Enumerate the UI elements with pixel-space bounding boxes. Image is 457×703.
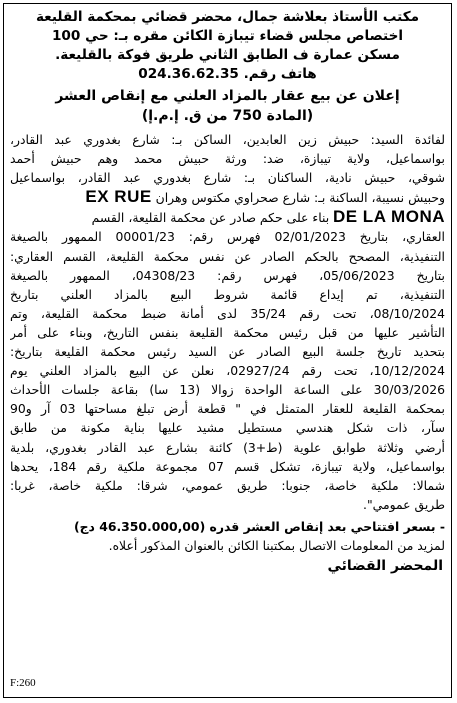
body-line-text: بناء على حكم صادر عن محكمة القليعة، القسم	[91, 210, 330, 226]
notice-body	[4, 126, 451, 576]
body-line	[10, 187, 445, 207]
body-line: بواسماعيل، ولاية تيبازة، ضد: ورثة حبيش محمد وهم حبيش أحمد	[10, 151, 445, 167]
signature: المحضر القضائي	[327, 558, 443, 575]
body-line: التنفيذية، تم إيداع قائمة شروط البيع بالمزاد العلني بتاريخ	[10, 286, 445, 302]
body-line: التأشير عليها من قبل رئيس محكمة القليعة بنفس التاريخ، وبناء على أمر	[10, 324, 445, 340]
notice-header	[4, 4, 451, 84]
body-line: أرضي وثلاثة طوابق علوية (ط+3) كائنة بشارع عبد القادر بغدوري، بلدية	[10, 439, 445, 455]
body-line: 10/12/2024، تحت رقم 02927/24، نعلن عن البيع بالمزاد العلني يوم	[10, 363, 445, 379]
body-line: بواسماعيل، ولاية تيبازة، تشكل قسم 07 مجموعة ملكية رقم 184، يحدها	[10, 458, 445, 474]
body-line: 08/10/2024، تحت رقم 35/24 لدى أمانة ضبط محكمة القليعة، وتم	[10, 305, 445, 321]
body-line: بتحديد تاريخ جلسة البيع الصادر عن السيد رئيس محكمة القليعة بتاريخ:	[10, 344, 445, 360]
body-line: بتاريخ 05/06/2023، فهرس رقم: 04308/23، الممهور بالصيغة	[10, 267, 445, 283]
office-jurisdiction: اختصاص مجلس قضاء تيبازة الكائن مقره بـ: حي 100	[51, 28, 404, 44]
body-line: لفائدة السيد: حبيش زين العابدين، الساكن بـ: شارع بغدوري عبد القادر،	[10, 132, 445, 147]
body-line: شمالا: ملكية خاصة، جنوبا: طريق عمومي، شرقا: ملكية خاصة، غربا:	[10, 477, 445, 493]
opening-price: - بسعر افتتاحي بعد إنقاص العشر قدره (46.350.000,00 دج)	[73, 518, 445, 534]
body-line: شوقي، حبيش نادية، الساكنان بـ: شارع بغدوري عبد القادر، بواسماعيل	[10, 170, 445, 186]
body-line: العقاري، بتاريخ 02/01/2023 فهرس رقم: 00001/23 الممهور بالصيغة	[10, 229, 445, 245]
latin-address-part-1: EX RUE	[85, 187, 152, 207]
contact-info: لمزيد من المعلومات الاتصال بمكتبنا الكائن بالعنوان المذكور أعلاه.	[108, 537, 445, 553]
body-line: التنفيذية، المصحح بالحكم الصادر عن نفس محكمة القليعة، القسم العقاري:	[10, 248, 445, 264]
body-line: 30/03/2026 على الساعة الواحدة زوالا (13 سا) بقاعة جلسات الأحداث	[10, 382, 445, 398]
legal-notice	[3, 3, 452, 698]
office-name: مكتب الأستاذ بعلاشة جمال، محضر قضائي بمحكمة القليعة	[35, 9, 420, 25]
body-line: سآر، ذات شكل هندسي مستطيل مشيد عليها بناية مكونة من طابق	[10, 420, 445, 436]
reference-code: F:260	[10, 677, 36, 689]
body-line	[10, 207, 445, 227]
body-line-text: وحبيش نسيبة، الساكنة بـ: شارع صحراوي مكتوس وهران	[155, 190, 445, 206]
announcement-title: إعلان عن بيع عقار بالمزاد العلني مع إنقاص العشر	[55, 88, 400, 104]
office-phone: هاتف رقم. 024.36.62.35	[138, 66, 317, 82]
body-line: طريق عمومي".	[363, 496, 445, 512]
body-line: بمحكمة القليعة للعقار المتمثل في " قطعة أرض تبلغ مساحتها 03 آر و90	[10, 401, 445, 417]
office-address: مسكن عمارة ف الطابق الثاني طريق فوكة بالقليعة.	[55, 47, 400, 63]
announcement-legal-article: (المادة 750 من ق. إ.م.إ)	[141, 108, 314, 124]
latin-address-part-2: DE LA MONA	[332, 207, 445, 227]
